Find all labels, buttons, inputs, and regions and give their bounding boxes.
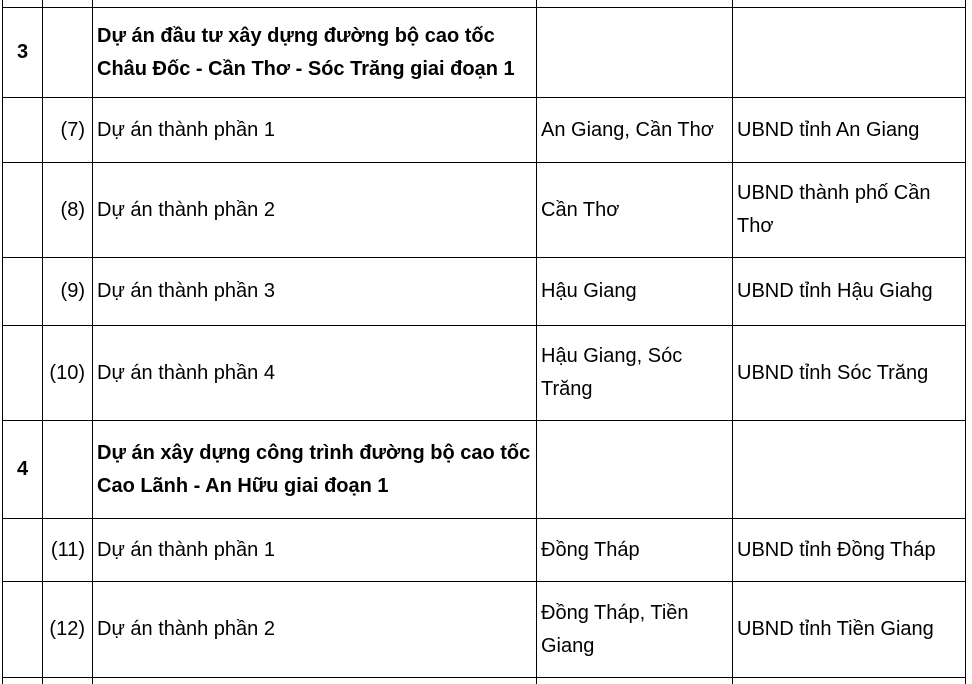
agency-cell: UBND tỉnh Tiền Giang <box>733 582 966 678</box>
project-name-cell: Dự án xây dựng công trình đường bộ cao tốc Cao Lãnh - An Hữu giai đoạn 1 <box>93 421 537 519</box>
provinces-cell <box>537 421 733 519</box>
item-number-cell: (10) <box>43 326 93 421</box>
provinces-cell: Đồng Tháp <box>537 519 733 582</box>
table-row <box>3 421 966 519</box>
item-number-cell <box>43 678 93 684</box>
row-number-cell <box>3 98 43 163</box>
project-name-cell <box>93 678 537 684</box>
provinces-cell: Hậu Giang, Sóc Trăng <box>537 326 733 421</box>
table-row <box>3 519 966 582</box>
provinces-cell <box>537 8 733 98</box>
table-row <box>3 163 966 258</box>
project-name-cell: Dự án thành phần 2 <box>93 582 537 678</box>
item-number-cell: (9) <box>43 258 93 326</box>
agency-cell: UBND tỉnh Hậu Giahg <box>733 258 966 326</box>
agency-cell <box>733 421 966 519</box>
project-name-cell: Dự án thành phần 1 <box>93 98 537 163</box>
item-number-cell <box>43 8 93 98</box>
project-name-cell: Dự án thành phần 2 <box>93 163 537 258</box>
provinces-cell <box>537 0 733 8</box>
project-name-cell: Dự án thành phần 1 <box>93 519 537 582</box>
provinces-cell: Đồng Tháp, Tiền Giang <box>537 582 733 678</box>
agency-cell: UBND tỉnh Sóc Trăng <box>733 326 966 421</box>
project-name-cell: Dự án đầu tư xây dựng đường bộ cao tốc Châu Đốc - Cần Thơ - Sóc Trăng giai đoạn 1 <box>93 8 537 98</box>
agency-cell: UBND tỉnh Đồng Tháp <box>733 519 966 582</box>
provinces-cell: An Giang, Cần Thơ <box>537 98 733 163</box>
item-number-cell: (11) <box>43 519 93 582</box>
item-number-cell <box>43 421 93 519</box>
agency-cell: UBND tỉnh An Giang <box>733 98 966 163</box>
provinces-cell <box>537 678 733 684</box>
table-row-partial-top <box>3 0 966 8</box>
row-number-cell <box>3 678 43 684</box>
agency-cell: UBND thành phố Cần Thơ <box>733 163 966 258</box>
row-number-cell <box>3 582 43 678</box>
row-number-cell <box>3 258 43 326</box>
row-number-cell <box>3 519 43 582</box>
project-name-cell: Dự án thành phần 3 <box>93 258 537 326</box>
item-number-cell: (12) <box>43 582 93 678</box>
project-name-cell <box>93 0 537 8</box>
item-number-cell <box>43 0 93 8</box>
provinces-cell: Hậu Giang <box>537 258 733 326</box>
table-row <box>3 326 966 421</box>
projects-table <box>2 0 966 684</box>
table-row-partial-bottom <box>3 678 966 684</box>
row-number-cell <box>3 163 43 258</box>
agency-cell <box>733 0 966 8</box>
provinces-cell: Cần Thơ <box>537 163 733 258</box>
row-number-cell: 4 <box>3 421 43 519</box>
row-number-cell <box>3 326 43 421</box>
table-row <box>3 98 966 163</box>
agency-cell <box>733 678 966 684</box>
table-row <box>3 582 966 678</box>
item-number-cell: (8) <box>43 163 93 258</box>
table-row <box>3 8 966 98</box>
project-name-cell: Dự án thành phần 4 <box>93 326 537 421</box>
agency-cell <box>733 8 966 98</box>
row-number-cell: 3 <box>3 8 43 98</box>
table-row <box>3 258 966 326</box>
item-number-cell: (7) <box>43 98 93 163</box>
row-number-cell <box>3 0 43 8</box>
